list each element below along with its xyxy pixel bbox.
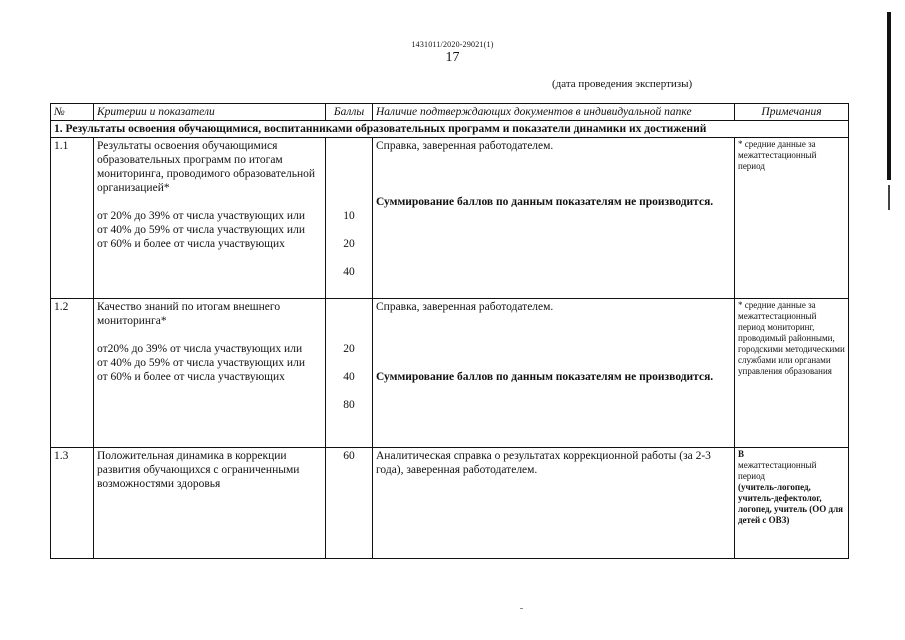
note-start: В <box>738 449 745 459</box>
score-value: 40 <box>343 371 355 383</box>
table-row <box>51 448 849 559</box>
score-cell <box>326 299 373 448</box>
note-plain: межаттестационный период <box>738 460 817 481</box>
document-note-bold: Суммирование баллов по данным показателям не производится. <box>376 371 714 383</box>
documents-cell <box>373 138 735 299</box>
note-cell: * средние данные за межаттестационный период <box>735 138 849 299</box>
document-note-bold: Суммирование баллов по данным показателям не производится. <box>376 196 714 208</box>
section-title: 1. Результаты освоения обучающимися, воспитанниками образовательных программ и показатели динамики их достижений <box>51 121 849 138</box>
score-value: 80 <box>343 399 355 411</box>
column-header-number: № <box>51 104 94 121</box>
score-value: 20 <box>343 343 355 355</box>
note-cell <box>735 448 849 559</box>
criteria-item: от 20% до 39% от числа участвующих или <box>97 210 305 222</box>
document-text: Справка, заверенная работодателем. <box>376 140 554 152</box>
row-number: 1.2 <box>51 299 94 448</box>
column-header-documents: Наличие подтверждающих документов в индивидуальной папке <box>373 104 735 121</box>
page-number: 17 <box>445 50 460 65</box>
criteria-item: от 60% и более от числа участвующих <box>97 238 285 250</box>
table-row <box>51 299 849 448</box>
note-bold: (учитель-логопед, учитель-дефектолог, логопед, учитель (ОО для детей с ОВЗ) <box>738 482 843 525</box>
scan-edge-line <box>888 185 890 210</box>
note-cell: * средние данные за межаттестационный период мониторинг, проводимый районными, городскими методическими службами или органами управления образования <box>735 299 849 448</box>
criteria-title: Результаты освоения обучающимися образовательных программ по итогам мониторинга, проводимого образовательной организацией* <box>97 140 316 194</box>
row-number: 1.3 <box>51 448 94 559</box>
column-header-score: Баллы <box>326 104 373 121</box>
criteria-cell <box>94 299 326 448</box>
table-header-row <box>51 104 849 121</box>
table-row <box>51 138 849 299</box>
expertise-date-note: (дата проведения экспертизы) <box>552 78 693 90</box>
criteria-title: Качество знаний по итогам внешнего мониторинга* <box>97 301 281 327</box>
criteria-title: Положительная динамика в коррекции развития обучающихся с ограниченными возможностями здоровья <box>94 448 326 559</box>
row-number: 1.1 <box>51 138 94 299</box>
section-row <box>51 121 849 138</box>
document-code: 1431011/2020-29021(1) <box>411 40 494 49</box>
column-header-criteria: Критерии и показатели <box>94 104 326 121</box>
document-text: Аналитическая справка о результатах коррекционной работы (за 2-3 года), заверенная работодателем. <box>373 448 735 559</box>
criteria-item: от 40% до 59% от числа участвующих или <box>97 224 305 236</box>
score-value: 20 <box>343 238 355 250</box>
criteria-item: от20% до 39% от числа участвующих или <box>97 343 303 355</box>
criteria-table <box>50 103 849 559</box>
document-text: Справка, заверенная работодателем. <box>376 301 554 313</box>
scan-edge-line <box>887 12 891 180</box>
criteria-item: от 60% и более от числа участвующих <box>97 371 285 383</box>
score-cell <box>326 138 373 299</box>
documents-cell <box>373 299 735 448</box>
criteria-cell <box>94 138 326 299</box>
scan-speck <box>520 608 523 609</box>
criteria-item: от 40% до 59% от числа участвующих или <box>97 357 305 369</box>
column-header-notes: Примечания <box>735 104 849 121</box>
score-value: 60 <box>326 448 373 559</box>
score-value: 10 <box>343 210 355 222</box>
score-value: 40 <box>343 266 355 278</box>
